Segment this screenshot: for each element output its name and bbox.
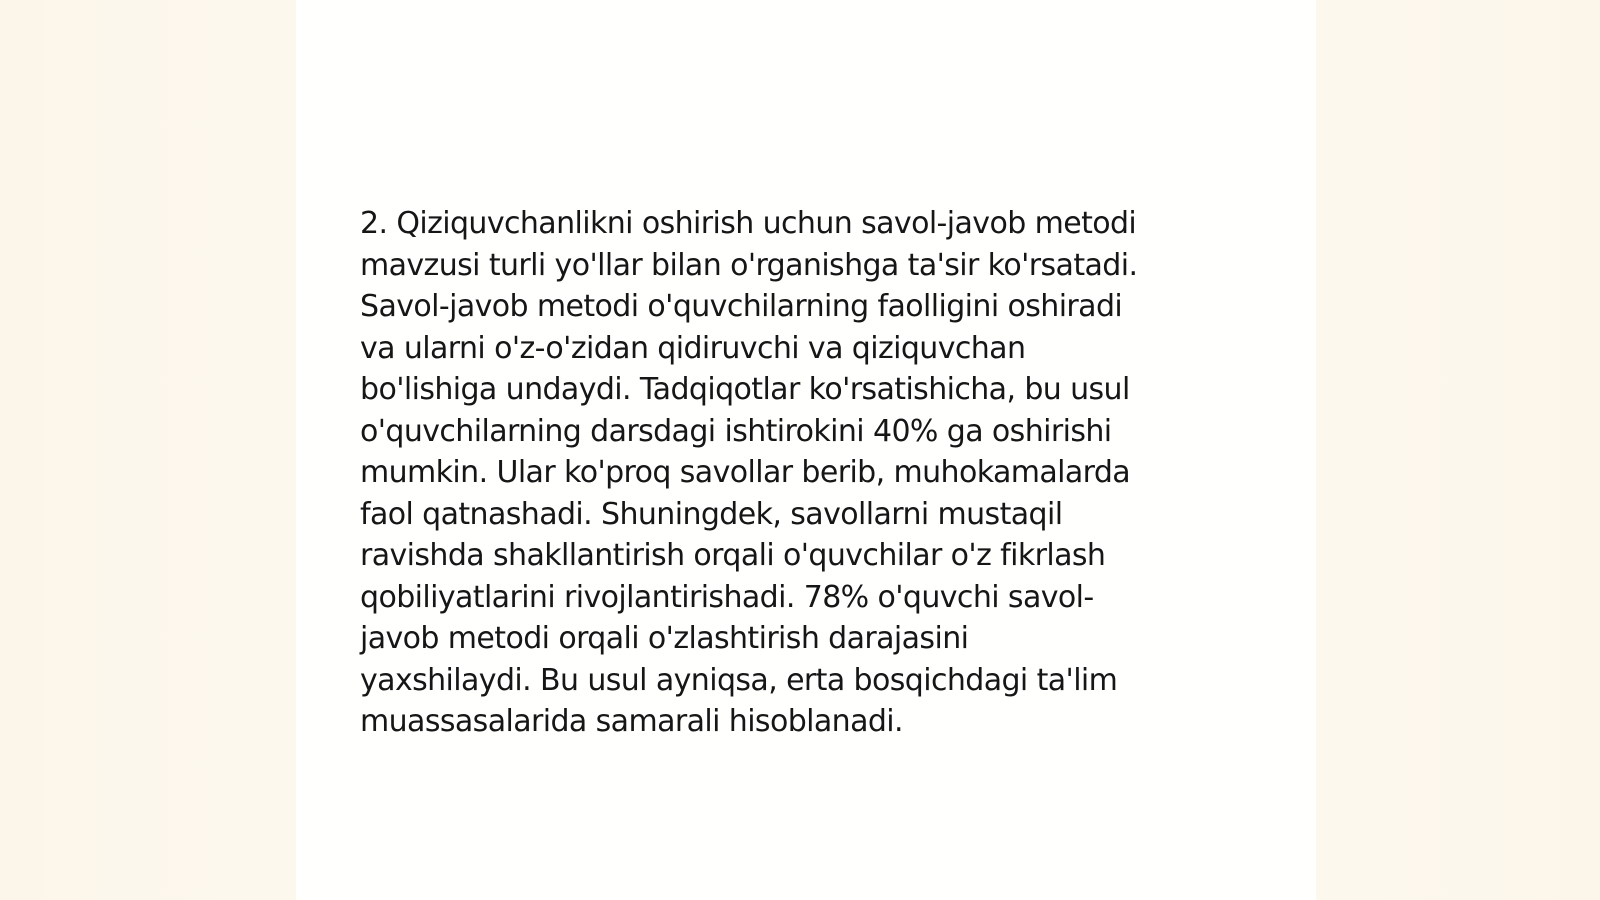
text-line-12: yaxshilaydi. Bu usul ayniqsa, erta bosqichdagi ta'lim	[360, 662, 1118, 698]
slide-canvas	[296, 0, 1316, 900]
text-line-6: o'quvchilarning darsdagi ishtirokini 40% ga oshirishi	[360, 413, 1112, 449]
text-line-3: Savol-javob metodi o'quvchilarning faolligini oshiradi	[360, 289, 1123, 324]
text-line-2: mavzusi turli yo'llar bilan o'rganishga ta'sir ko'rsatadi.	[360, 247, 1138, 283]
text-line-13: muassasalarida samarali hisoblanadi.	[360, 704, 903, 739]
text-line-9: ravishda shakllantirish orqali o'quvchilar o'z fikrlash	[360, 538, 1106, 573]
text-line-11: javob metodi orqali o'zlashtirish darajasini	[360, 621, 969, 656]
text-line-1: 2. Qiziquvchanlikni oshirish uchun savol-javob metodi	[360, 206, 1137, 241]
text-line-4: va ularni o'z-o'zidan qidiruvchi va qiziquvchan	[360, 330, 1026, 366]
text-line-7: mumkin. Ular ko'proq savollar berib, muhokamalarda	[360, 455, 1131, 490]
slide-body-text	[360, 203, 1260, 743]
text-line-10: qobiliyatlarini rivojlantirishadi. 78% o'quvchi savol-	[360, 579, 1094, 615]
text-line-5: bo'lishiga undaydi. Tadqiqotlar ko'rsatishicha, bu usul	[360, 372, 1130, 407]
text-line-8: faol qatnashadi. Shuningdek, savollarni mustaqil	[360, 496, 1063, 532]
